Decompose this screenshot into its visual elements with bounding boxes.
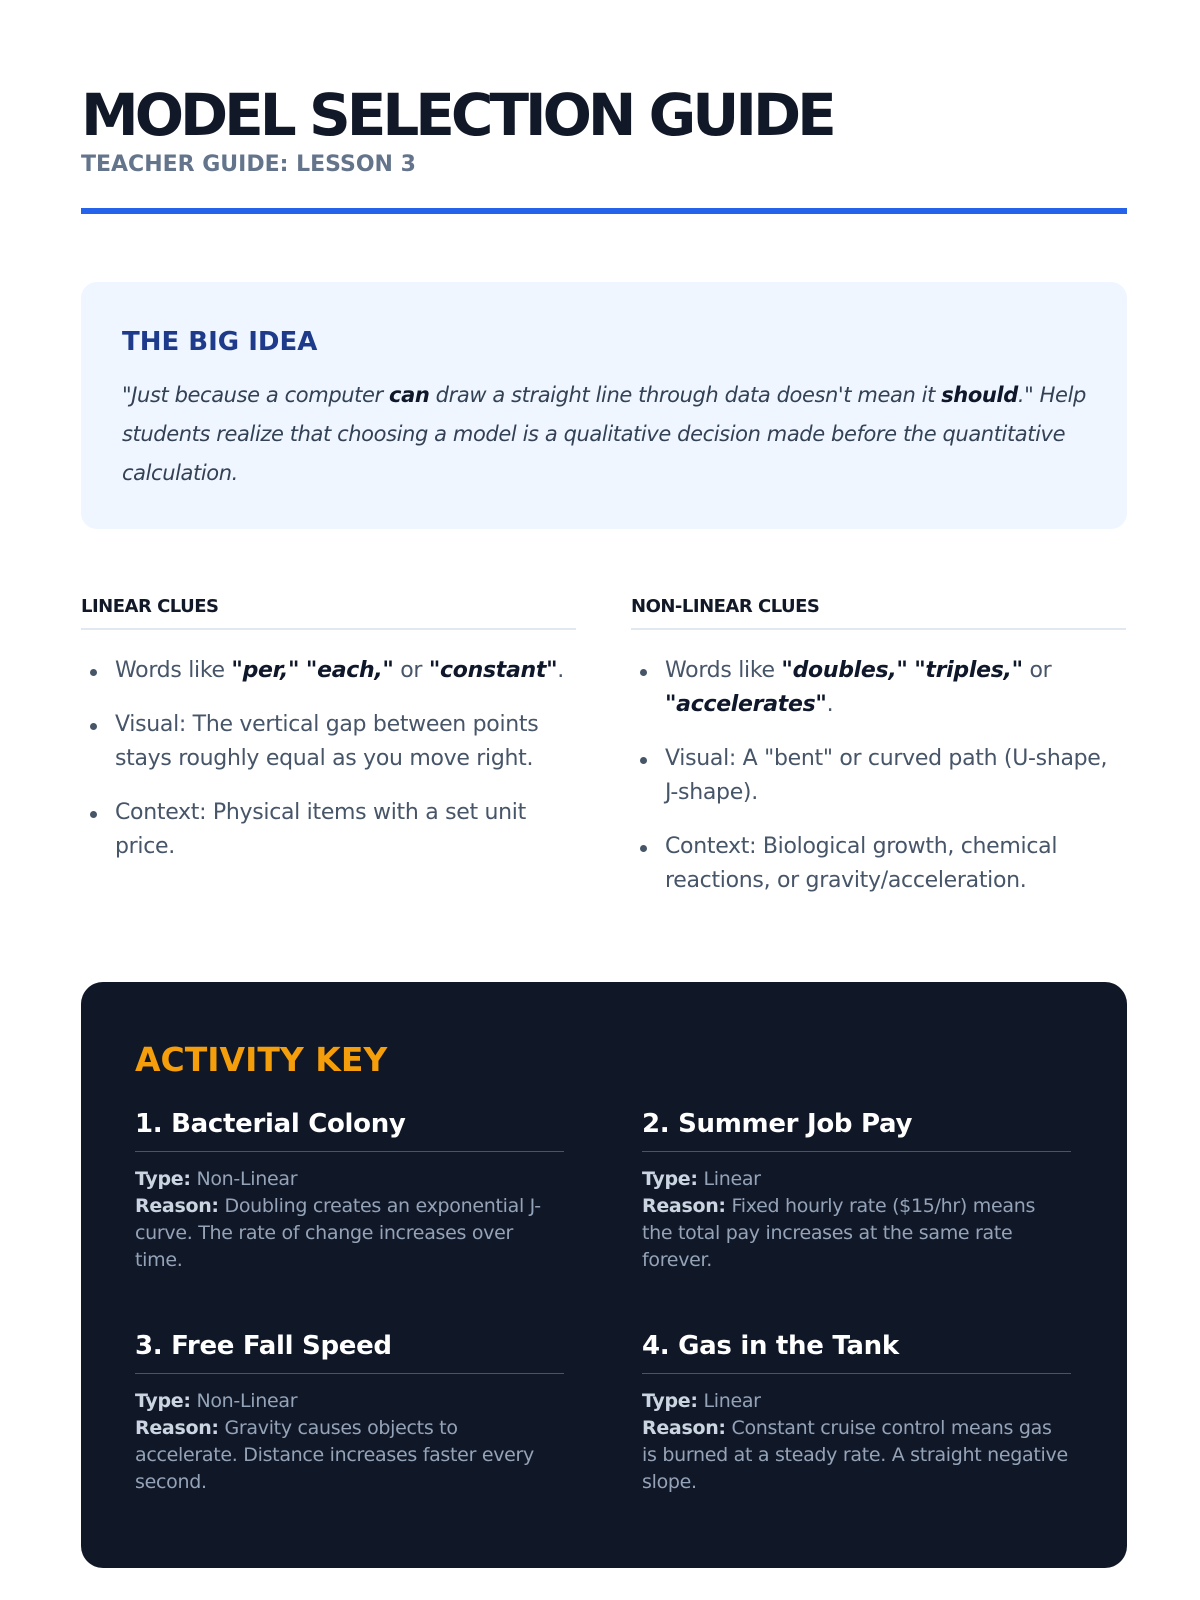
list-item — [81, 654, 576, 688]
page-header — [81, 82, 1127, 180]
clue-keyword: "accelerates" — [665, 692, 827, 717]
page-subtitle: TEACHER GUIDE: LESSON 3 — [81, 152, 416, 177]
activity-card-gas-in-the-tank — [642, 1330, 1071, 1496]
type-label: Type: — [642, 1168, 698, 1190]
card-reason-row — [135, 1193, 564, 1274]
card-title: 2. Summer Job Pay — [642, 1108, 1071, 1152]
clue-text: Words like — [115, 658, 232, 683]
quote-text: draw a straight line through data doesn't mean it — [429, 383, 942, 407]
card-type-row — [642, 1166, 1071, 1193]
clue-keyword: "constant" — [428, 658, 558, 683]
card-title: 4. Gas in the Tank — [642, 1330, 1071, 1374]
clue-text — [299, 658, 306, 683]
activity-key-panel — [81, 982, 1127, 1568]
quote-text: "Just because a computer — [122, 383, 390, 407]
list-item: Context: Biological growth, chemical reactions, or gravity/acceleration. — [631, 830, 1126, 898]
big-idea-quote — [122, 376, 1086, 493]
activity-key-title: ACTIVITY KEY — [135, 1040, 388, 1079]
page-title: MODEL SELECTION GUIDE — [81, 81, 833, 149]
card-type-row — [135, 1166, 564, 1193]
card-reason-row — [642, 1415, 1071, 1496]
activity-card-free-fall-speed — [135, 1330, 564, 1496]
clue-keyword: "triples," — [914, 658, 1023, 683]
card-type-row — [642, 1388, 1071, 1415]
linear-clues-section — [81, 596, 576, 884]
linear-clues-list — [81, 654, 576, 864]
activity-card-summer-job-pay — [642, 1108, 1071, 1274]
reason-value: Gravity causes objects to accelerate. Distance increases faster every second. — [135, 1417, 535, 1493]
quote-emphasis: can — [389, 383, 430, 407]
quote-emphasis: should — [941, 383, 1018, 407]
type-label: Type: — [135, 1390, 191, 1412]
list-item: Context: Physical items with a set unit price. — [81, 796, 576, 864]
quote-text: ." Help students realize that choosing a model is a qualitative decision made before the quantitative calculation. — [122, 383, 1086, 485]
card-reason-row — [642, 1193, 1071, 1274]
clue-keyword: "doubles," — [781, 658, 908, 683]
type-value: Non-Linear — [196, 1390, 298, 1412]
activity-card-bacterial-colony — [135, 1108, 564, 1274]
clue-keyword: "each," — [305, 658, 394, 683]
type-value: Linear — [703, 1390, 761, 1412]
card-type-row — [135, 1388, 564, 1415]
reason-label: Reason: — [135, 1417, 219, 1439]
card-title: 1. Bacterial Colony — [135, 1108, 564, 1152]
reason-value: Constant cruise control means gas is burned at a steady rate. A straight negative slope. — [642, 1417, 1068, 1493]
card-body — [135, 1166, 564, 1274]
clue-text: . — [557, 658, 564, 683]
big-idea-callout — [81, 282, 1127, 529]
linear-clues-title: LINEAR CLUES — [81, 596, 576, 630]
clue-text: . — [826, 692, 834, 717]
card-title: 3. Free Fall Speed — [135, 1330, 564, 1374]
nonlinear-clues-list — [631, 654, 1126, 898]
type-label: Type: — [135, 1168, 191, 1190]
reason-label: Reason: — [135, 1195, 219, 1217]
list-item: Visual: A "bent" or curved path (U-shape, J-shape). — [631, 742, 1126, 810]
list-item: Visual: The vertical gap between points stays roughly equal as you move right. — [81, 708, 576, 776]
big-idea-title: THE BIG IDEA — [122, 327, 318, 357]
nonlinear-clues-title: NON-LINEAR CLUES — [631, 596, 1126, 630]
list-item — [631, 654, 1126, 722]
card-body — [135, 1388, 564, 1496]
card-reason-row — [135, 1415, 564, 1496]
nonlinear-clues-section — [631, 596, 1126, 918]
type-label: Type: — [642, 1390, 698, 1412]
clue-text: or — [393, 658, 429, 683]
reason-value: Doubling creates an exponential J-curve. The rate of change increases over time. — [135, 1195, 541, 1271]
card-body — [642, 1388, 1071, 1496]
reason-label: Reason: — [642, 1417, 726, 1439]
card-body — [642, 1166, 1071, 1274]
clue-text: or — [1022, 658, 1052, 683]
reason-value: Fixed hourly rate ($15/hr) means the total pay increases at the same rate forever. — [642, 1195, 1036, 1271]
header-divider — [81, 208, 1127, 214]
clue-text: Words like — [665, 658, 782, 683]
clue-keyword: "per," — [231, 658, 300, 683]
type-value: Non-Linear — [196, 1168, 298, 1190]
type-value: Linear — [703, 1168, 761, 1190]
reason-label: Reason: — [642, 1195, 726, 1217]
